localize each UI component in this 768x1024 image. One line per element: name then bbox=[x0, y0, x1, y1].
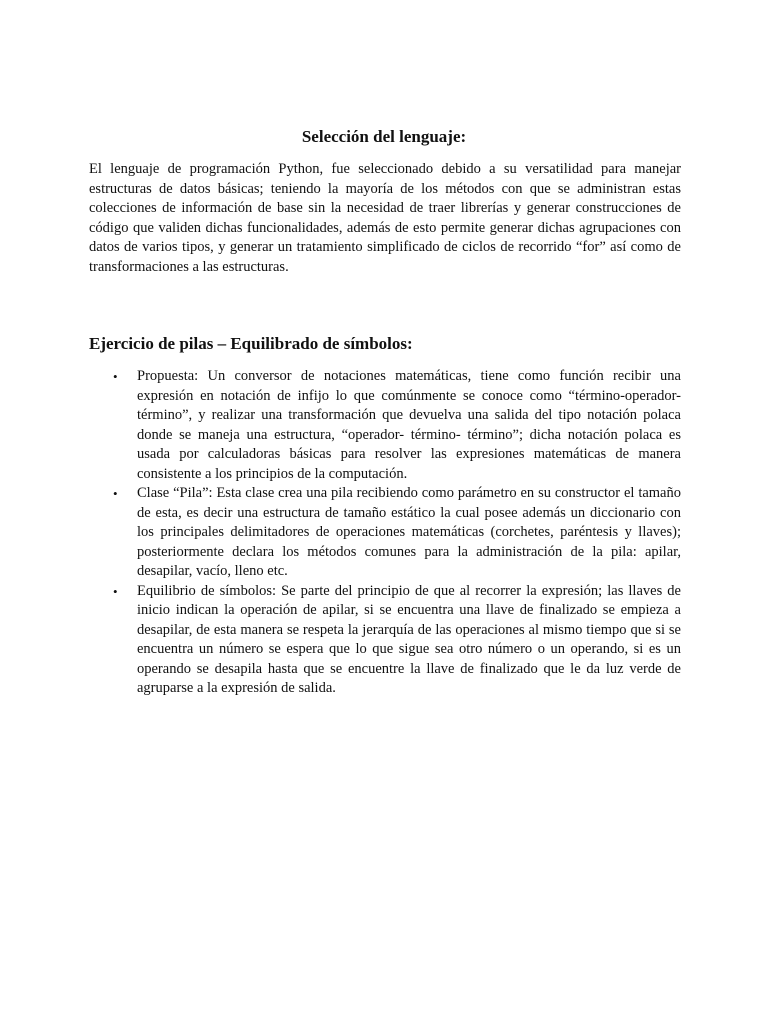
bullet-list bbox=[89, 367, 681, 699]
list-item bbox=[89, 582, 681, 699]
section-heading: Ejercicio de pilas – Equilibrado de símbolos: bbox=[89, 334, 413, 353]
bullet-icon: • bbox=[113, 583, 118, 599]
bullet-icon: • bbox=[113, 369, 118, 384]
intro-paragraph: El lenguaje de programación Python, fue seleccionado debido a su versatilidad para manejar estructuras de datos básicas; teniendo la mayoría de los métodos con que se administran estas colecciones de información de base sin la necesidad de traer librerías y generar construcciones de código que validen dichas funcionalidades, además de esto permite generar dichas agrupaciones con datos de varios tipos, y generar un tratamiento simplificado de ciclos de recorrido “for” así como de transformaciones a las estructuras. bbox=[89, 161, 681, 275]
bullet-text: Equilibrio de símbolos: Se parte del principio de que al recorrer la expresión; las llaves de inicio indican la operación de apilar, si se encuentra una llave de finalizado se empieza a desapilar, de esta manera se respeta la jerarquía de las operaciones al mismo tiempo que si se encuentra un número se espera que lo que sigue sea otro número o un operando, si es un operando se desapila hasta que se encuentre la llave de finalizado que le da luz verde de agruparse a la expresión de salida. bbox=[137, 582, 681, 696]
bullet-text: Clase “Pila”: Esta clase crea una pila recibiendo como parámetro en su constructor el tamaño de esta, es decir una estructura de tamaño estático la cual posee además un diccionario con los principales delimitadores de operaciones matemáticas (corchetes, paréntesis y llaves); posteriormente declara los métodos comunes para la administración de la pila: apilar, desapilar, vacío, lleno etc. bbox=[137, 485, 681, 579]
list-item bbox=[89, 484, 681, 582]
list-item bbox=[89, 367, 681, 484]
bullet-text: Propuesta: Un conversor de notaciones matemáticas, tiene como función recibir una expresión en notación de infijo lo que comúnmente se conoce como “término-operador-término”, y realizar una transformación que devuelva una salida del tipo notación polaca donde se maneja una estructura, “operador- término- término”; dicha notación polaca es usada por calculadoras básicas para resolver las expresiones matemáticas de manera consistente a los principios de la computación. bbox=[137, 368, 681, 482]
bullet-icon: • bbox=[113, 486, 118, 501]
page-title: Selección del lenguaje: bbox=[301, 127, 467, 146]
